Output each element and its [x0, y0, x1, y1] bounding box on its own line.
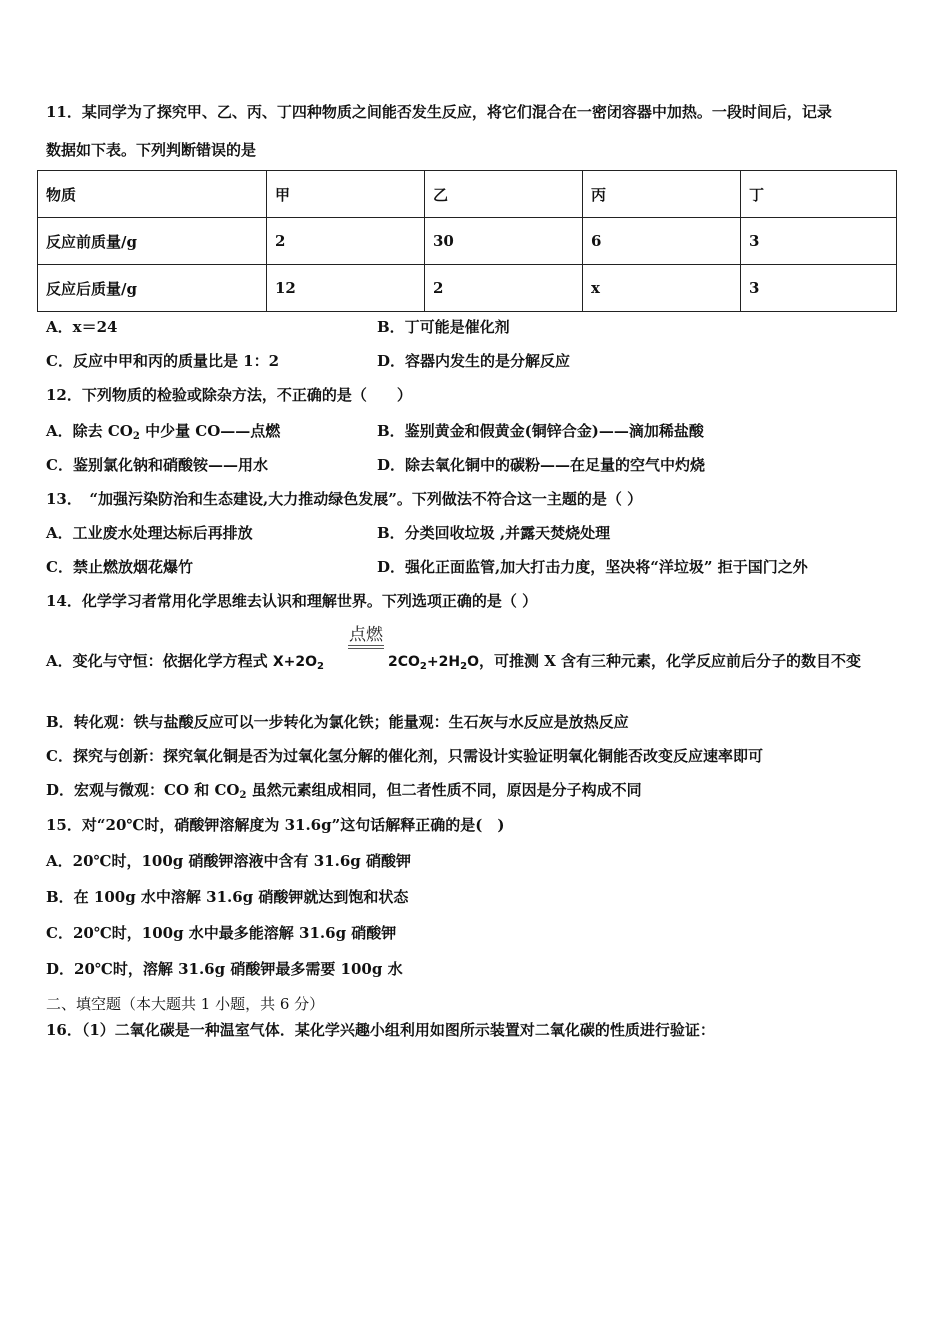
q13-option-b: B．分类回收垃圾 ,并露天焚烧处理 [377, 524, 611, 542]
q14-option-a [46, 651, 324, 672]
q11-data-table [37, 170, 897, 312]
q14-option-d [46, 780, 642, 800]
reaction-condition [346, 625, 386, 649]
table-header-row [38, 171, 897, 218]
q14-option-d-text-end: 虽然元素组成相同，但二者性质不同，原因是分子构成不同 [246, 781, 642, 799]
q12-option-c: C．鉴别氯化钠和硝酸铵——用水 [46, 456, 268, 474]
equation-right-part2: +2H [426, 654, 461, 670]
q14-option-a-continued [388, 651, 861, 672]
table-cell: 反应后质量/g [38, 265, 267, 312]
table-header-cell: 物质 [38, 171, 267, 218]
q15-option-a: A．20℃时，100g 硝酸钾溶液中含有 31.6g 硝酸钾 [46, 852, 411, 870]
table-header-cell: 甲 [267, 171, 425, 218]
table-row [38, 218, 897, 265]
q15-option-b: B．在 100g 水中溶解 31.6g 硝酸钾就达到饱和状态 [46, 888, 409, 906]
q12-option-a-text: A．除去 CO [46, 422, 133, 440]
subscript: 2 [239, 790, 247, 801]
equation-right-part3: O [467, 654, 479, 670]
table-cell: 3 [741, 218, 897, 265]
section-title: 二、填空题（本大题共 1 小题，共 6 分） [46, 995, 325, 1013]
q13-option-a: A．工业废水处理达标后再排放 [46, 524, 253, 542]
equation-right [388, 654, 479, 670]
q16-stem: 16．（1）二氧化碳是一种温室气体．某化学兴趣小组利用如图所示装置对二氧化碳的性质进行验证： [46, 1021, 715, 1039]
table-cell: 30 [425, 218, 583, 265]
q12-option-d: D．除去氧化铜中的碳粉——在足量的空气中灼烧 [377, 456, 706, 474]
q13-option-d: D．强化正面监管,加大打击力度，坚决将“洋垃圾” 拒于国门之外 [377, 558, 808, 576]
q12-stem: 12．下列物质的检验或除杂方法，不正确的是（ ） [46, 386, 412, 404]
table-cell: 2 [425, 265, 583, 312]
subscript: 2 [132, 431, 140, 442]
equation-right-part1: 2CO [388, 654, 420, 670]
subscript: 2 [317, 661, 325, 672]
q14-option-a-text-end: ，可推测 X 含有三种元素，化学反应前后分子的数目不变 [478, 652, 862, 670]
q15-option-d: D．20℃时，溶解 31.6g 硝酸钾最多需要 100g 水 [46, 960, 403, 978]
table-cell: x [583, 265, 741, 312]
equation-left [273, 654, 324, 670]
q12-option-a-text-end: 中少量 CO——点燃 [139, 422, 281, 440]
table-header-cell: 丙 [583, 171, 741, 218]
reaction-condition-text: 点燃 [349, 625, 383, 645]
q15-stem: 15．对“20℃时，硝酸钾溶解度为 31.6g”这句话解释正确的是( ) [46, 816, 505, 834]
q14-option-a-text: A．变化与守恒：依据化学方程式 [46, 652, 273, 670]
q14-option-b: B．转化观：铁与盐酸反应可以一步转化为氯化铁；能量观：生石灰与水反应是放热反应 [46, 713, 629, 731]
q13-stem: 13． “加强污染防治和生态建设,大力推动绿色发展”。下列做法不符合这一主题的是（ ） [46, 490, 643, 508]
q15-option-c: C．20℃时，100g 水中最多能溶解 31.6g 硝酸钾 [46, 924, 397, 942]
table-row [38, 265, 897, 312]
table-cell: 3 [741, 265, 897, 312]
q14-option-d-text: D．宏观与微观：CO 和 CO [46, 781, 240, 799]
q11-option-a: A．x＝24 [46, 318, 118, 336]
table-cell: 2 [267, 218, 425, 265]
table-cell: 12 [267, 265, 425, 312]
double-line [348, 645, 384, 649]
q11-stem-line2: 数据如下表。下列判断错误的是 [46, 141, 257, 159]
q11-stem-line1: 11．某同学为了探究甲、乙、丙、丁四种物质之间能否发生反应，将它们混合在一密闭容器中加热。一段时间后，记录 [46, 103, 832, 121]
equation-left-text: X+2O [272, 654, 318, 670]
q12-option-b: B．鉴别黄金和假黄金(铜锌合金)——滴加稀盐酸 [377, 422, 704, 440]
table-cell: 反应前质量/g [38, 218, 267, 265]
table-header-cell: 乙 [425, 171, 583, 218]
q14-stem: 14．化学学习者常用化学思维去认识和理解世界。下列选项正确的是（ ） [46, 592, 538, 610]
q11-option-d: D．容器内发生的是分解反应 [377, 352, 571, 370]
table-header-cell: 丁 [741, 171, 897, 218]
q11-option-c: C．反应中甲和丙的质量比是 1：2 [46, 352, 280, 370]
q14-option-c: C．探究与创新：探究氧化铜是否为过氧化氢分解的催化剂，只需设计实验证明氧化铜能否改变反应速率即可 [46, 747, 763, 765]
q13-option-c: C．禁止燃放烟花爆竹 [46, 558, 193, 576]
subscript: 2 [419, 661, 427, 672]
q11-option-b: B．丁可能是催化剂 [377, 318, 510, 336]
q12-option-a [46, 421, 280, 441]
table-cell: 6 [583, 218, 741, 265]
subscript: 2 [460, 661, 468, 672]
